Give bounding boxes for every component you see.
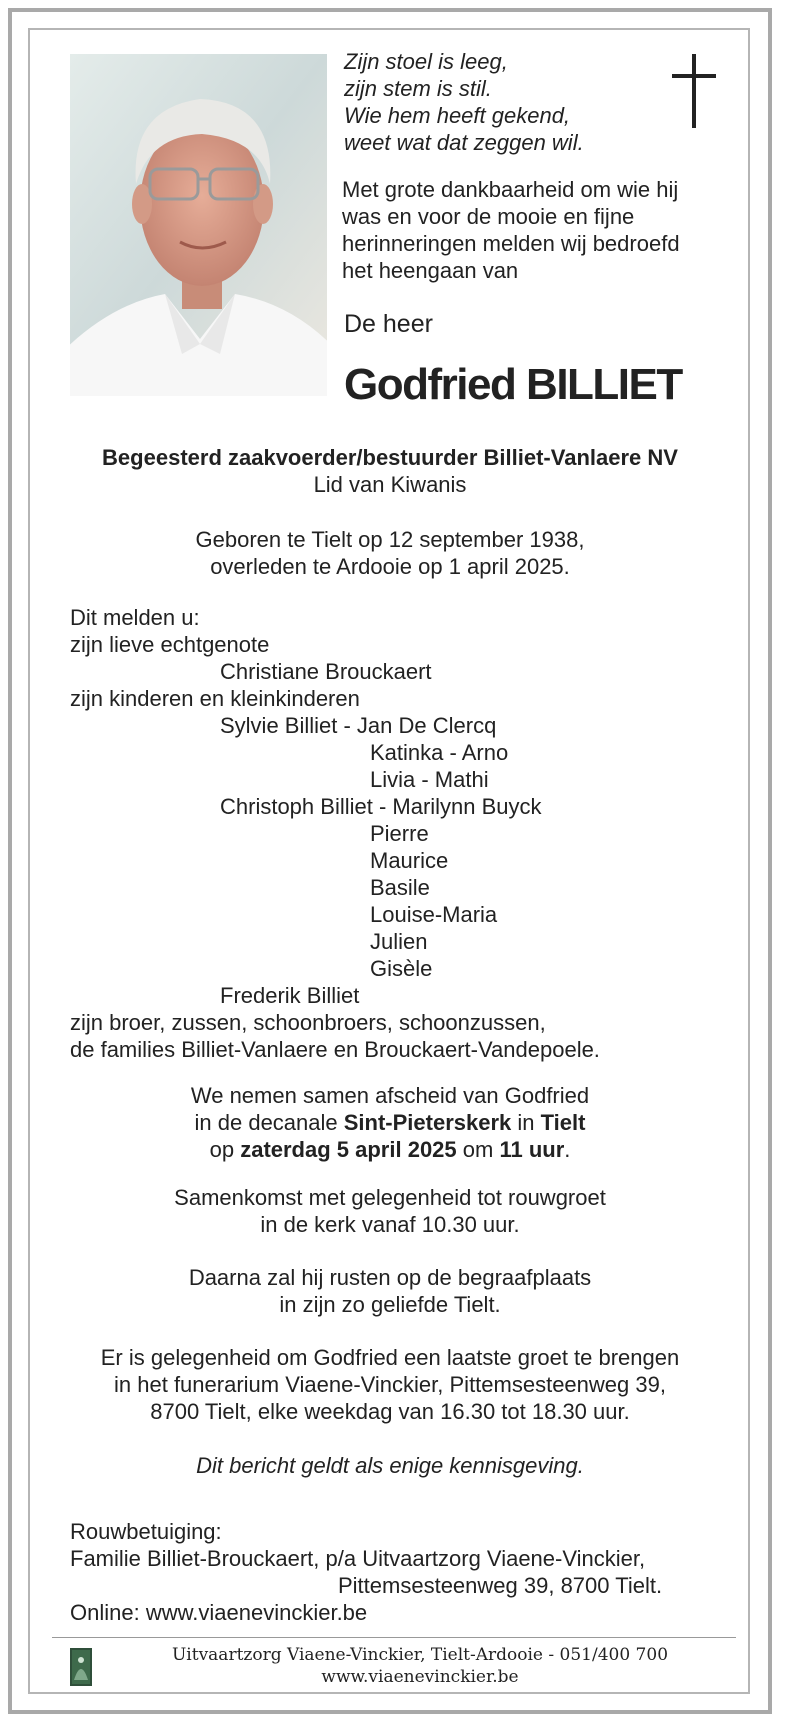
poem-line: weet wat dat zeggen wil. [344, 130, 584, 155]
gathering-line: in de kerk vanaf 10.30 uur. [260, 1212, 520, 1237]
intro-text [342, 176, 732, 284]
role: Begeesterd zaakvoerder/bestuurder Billiet-Vanlaere NV [102, 445, 678, 470]
grandchild: Maurice [370, 848, 449, 873]
grandchild: Livia - Mathi [370, 767, 489, 792]
poem-line: zijn stem is stil. [344, 76, 492, 101]
grandchild: Katinka - Arno [370, 740, 509, 765]
condolences-label: Rouwbetuiging: [70, 1519, 222, 1544]
footer-line: Uitvaartzorg Viaene-Vinckier, Tielt-Ardooie - 051/400 700 [171, 1645, 669, 1665]
ceremony-location [30, 1109, 750, 1136]
church-name: Sint-Pieterskerk [343, 1110, 512, 1135]
siblings-line: zijn broer, zussen, schoonbroers, schoonzussen, [70, 1010, 546, 1035]
funeral-home-logo-icon [70, 1648, 92, 1686]
children-label: zijn kinderen en kleinkinderen [70, 686, 360, 711]
salutation: De heer [344, 310, 433, 338]
dates-block [30, 526, 750, 580]
intro-line: herinneringen melden wij bedroefd [342, 231, 680, 256]
child: Christoph Billiet - Marilynn Buyck [220, 794, 542, 819]
footer-divider [52, 1637, 736, 1638]
grandchild: Gisèle [370, 956, 433, 981]
footer [110, 1644, 730, 1688]
membership: Lid van Kiwanis [313, 472, 467, 497]
footer-website[interactable]: www.viaenevinckier.be [321, 1667, 519, 1687]
portrait-photo [70, 54, 327, 396]
text: om [456, 1137, 500, 1162]
spouse-label: zijn lieve echtgenote [70, 632, 270, 657]
cross-icon [672, 54, 716, 128]
birth-line: Geboren te Tielt op 12 september 1938, [195, 527, 585, 552]
role-block [30, 444, 750, 498]
burial-block [30, 1264, 750, 1318]
child: Frederik Billiet [220, 983, 360, 1008]
families-line: de families Billiet-Vanlaere en Brouckaert-Vandepoele. [70, 1037, 600, 1062]
town-name: Tielt [540, 1110, 586, 1135]
ceremony-datetime [30, 1136, 750, 1163]
grandchild: Pierre [370, 821, 429, 846]
burial-line: Daarna zal hij rusten op de begraafplaats [188, 1265, 592, 1290]
child: Sylvie Billiet - Jan De Clercq [220, 713, 497, 738]
family-list [70, 604, 600, 1063]
poem-line: Wie hem heeft gekend, [344, 103, 571, 128]
gathering-block [30, 1184, 750, 1238]
grandchild: Julien [370, 929, 428, 954]
poem-line: Zijn stoel is leeg, [344, 49, 508, 74]
ceremony-time: 11 uur [499, 1137, 565, 1162]
deceased-name: Godfried BILLIET [344, 360, 682, 409]
intro-line: was en voor de mooie en fijne [342, 204, 635, 229]
condolences-online[interactable]: Online: www.viaenevinckier.be [70, 1600, 368, 1625]
condolences-block [70, 1518, 662, 1626]
grandchild: Basile [370, 875, 430, 900]
text: op [209, 1137, 241, 1162]
visitation-line: Er is gelegenheid om Godfried een laatste groet te brengen [100, 1345, 680, 1370]
condolences-address: Pittemsesteenweg 39, 8700 Tielt. [338, 1573, 663, 1598]
visitation-line: in het funerarium Viaene-Vinckier, Pittemsesteenweg 39, [114, 1372, 666, 1397]
ceremony-block [30, 1082, 750, 1163]
intro-line: het heengaan van [342, 258, 519, 283]
ceremony-line: We nemen samen afscheid van Godfried [190, 1083, 590, 1108]
gathering-line: Samenkomst met gelegenheid tot rouwgroet [174, 1185, 606, 1210]
notice: Dit bericht geldt als enige kennisgeving. [196, 1453, 584, 1478]
burial-line: in zijn zo geliefde Tielt. [279, 1292, 501, 1317]
condolences-address: Familie Billiet-Brouckaert, p/a Uitvaartzorg Viaene-Vinckier, [70, 1546, 646, 1571]
text: in de decanale [194, 1110, 344, 1135]
death-line: overleden te Ardooie op 1 april 2025. [210, 554, 570, 579]
text: in [511, 1110, 541, 1135]
spouse: Christiane Brouckaert [220, 659, 432, 684]
visitation-block [30, 1344, 750, 1425]
text: . [564, 1137, 571, 1162]
intro-line: Met grote dankbaarheid om wie hij [342, 177, 679, 202]
poem [344, 48, 584, 156]
grandchild: Louise-Maria [370, 902, 498, 927]
family-announce: Dit melden u: [70, 605, 200, 630]
ceremony-date: zaterdag 5 april 2025 [240, 1137, 457, 1162]
visitation-line: 8700 Tielt, elke weekdag van 16.30 tot 18.30 uur. [150, 1399, 630, 1424]
